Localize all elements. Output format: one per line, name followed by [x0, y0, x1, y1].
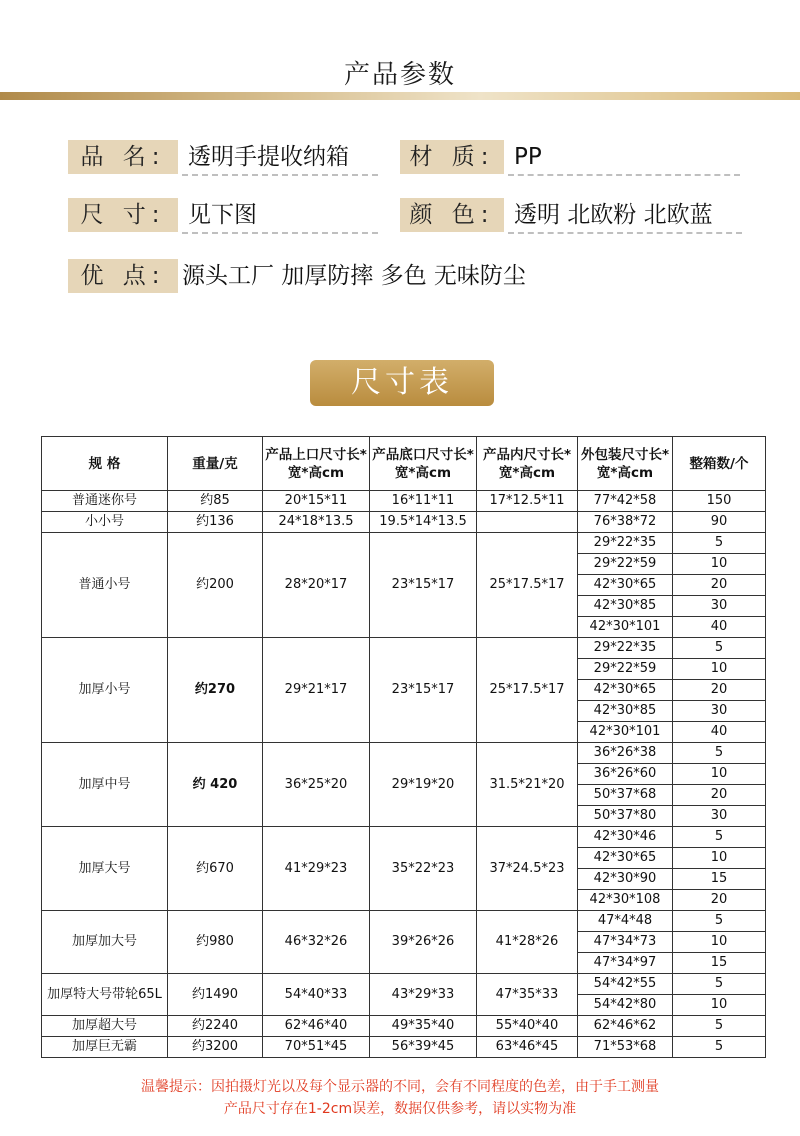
pack-size-cell: 29*22*35: [578, 638, 673, 659]
table-row: [42, 1037, 766, 1058]
count-cell: 20: [673, 785, 766, 806]
bottom-size-cell: 23*15*17: [370, 638, 477, 743]
header-spec: 规 格: [42, 437, 168, 491]
spec-name-cell: 加厚中号: [42, 743, 168, 827]
pack-size-cell: 47*34*73: [578, 932, 673, 953]
weight-cell: 约270: [168, 638, 263, 743]
count-cell: 5: [673, 827, 766, 848]
table-row: [42, 743, 766, 764]
size-table: [41, 436, 766, 1058]
pack-size-cell: 42*30*85: [578, 596, 673, 617]
spec-name-value: 透明手提收纳箱: [182, 140, 378, 176]
pack-size-cell: 29*22*59: [578, 554, 673, 575]
pack-size-cell: 36*26*38: [578, 743, 673, 764]
pack-size-cell: 42*30*65: [578, 848, 673, 869]
weight-cell: 约85: [168, 491, 263, 512]
bottom-size-cell: 19.5*14*13.5: [370, 512, 477, 533]
weight-cell: 约3200: [168, 1037, 263, 1058]
spec-material-row: [400, 140, 740, 174]
pack-size-cell: 71*53*68: [578, 1037, 673, 1058]
top-size-cell: 62*46*40: [263, 1016, 370, 1037]
top-size-cell: 70*51*45: [263, 1037, 370, 1058]
pack-size-cell: 42*30*90: [578, 869, 673, 890]
pack-size-cell: 47*34*97: [578, 953, 673, 974]
top-size-cell: 29*21*17: [263, 638, 370, 743]
pack-size-cell: 62*46*62: [578, 1016, 673, 1037]
notice-line-2: 产品尺寸存在1-2cm误差，数据仅供参考，请以实物为准: [223, 1101, 577, 1117]
count-cell: 15: [673, 953, 766, 974]
weight-cell: 约200: [168, 533, 263, 638]
pack-size-cell: 76*38*72: [578, 512, 673, 533]
inner-size-cell: 25*17.5*17: [477, 533, 578, 638]
bottom-size-cell: 56*39*45: [370, 1037, 477, 1058]
pack-size-cell: 54*42*55: [578, 974, 673, 995]
count-cell: 10: [673, 764, 766, 785]
spec-name-label: 品 名:: [68, 140, 178, 174]
top-size-cell: 28*20*17: [263, 533, 370, 638]
bottom-size-cell: 35*22*23: [370, 827, 477, 911]
pack-size-cell: 54*42*80: [578, 995, 673, 1016]
table-row: [42, 638, 766, 659]
count-cell: 10: [673, 659, 766, 680]
bottom-size-cell: 29*19*20: [370, 743, 477, 827]
count-cell: 10: [673, 932, 766, 953]
spec-name-cell: 加厚巨无霸: [42, 1037, 168, 1058]
spec-name-cell: 小小号: [42, 512, 168, 533]
count-cell: 15: [673, 869, 766, 890]
spec-size-value: 见下图: [182, 198, 378, 234]
table-row: [42, 533, 766, 554]
inner-size-cell: 31.5*21*20: [477, 743, 578, 827]
pack-size-cell: 42*30*101: [578, 617, 673, 638]
count-cell: 10: [673, 995, 766, 1016]
count-cell: 5: [673, 911, 766, 932]
header-count: 整箱数/个: [673, 437, 766, 491]
pack-size-cell: 42*30*101: [578, 722, 673, 743]
table-row: [42, 512, 766, 533]
table-row: [42, 827, 766, 848]
page-title: 产品参数: [343, 60, 456, 90]
spec-name-cell: 加厚小号: [42, 638, 168, 743]
count-cell: 5: [673, 974, 766, 995]
bottom-size-cell: 39*26*26: [370, 911, 477, 974]
count-cell: 5: [673, 533, 766, 554]
count-cell: 5: [673, 1037, 766, 1058]
count-cell: 20: [673, 575, 766, 596]
pack-size-cell: 42*30*65: [578, 680, 673, 701]
spec-name-cell: 普通迷你号: [42, 491, 168, 512]
table-header-row: [42, 437, 766, 491]
spec-name-cell: 普通小号: [42, 533, 168, 638]
table-row: [42, 974, 766, 995]
spec-size-row: [68, 198, 398, 232]
count-cell: 20: [673, 890, 766, 911]
spec-color-value: 透明 北欧粉 北欧蓝: [508, 198, 742, 234]
header-pack-size: 外包装尺寸长*宽*高cm: [578, 437, 673, 491]
inner-size-cell: 25*17.5*17: [477, 638, 578, 743]
pack-size-cell: 50*37*68: [578, 785, 673, 806]
pack-size-cell: 47*4*48: [578, 911, 673, 932]
spec-name-row: [68, 140, 398, 174]
header-inner-size: 产品内尺寸长*宽*高cm: [477, 437, 578, 491]
count-cell: 20: [673, 680, 766, 701]
pack-size-cell: 42*30*108: [578, 890, 673, 911]
count-cell: 10: [673, 848, 766, 869]
bottom-size-cell: 43*29*33: [370, 974, 477, 1016]
count-cell: 150: [673, 491, 766, 512]
count-cell: 5: [673, 743, 766, 764]
spec-advantage-row: [68, 259, 588, 293]
pack-size-cell: 50*37*80: [578, 806, 673, 827]
title-divider: [0, 92, 800, 100]
weight-cell: 约980: [168, 911, 263, 974]
inner-size-cell: 17*12.5*11: [477, 491, 578, 512]
header-bottom-size: 产品底口尺寸长*宽*高cm: [370, 437, 477, 491]
count-cell: 30: [673, 596, 766, 617]
top-size-cell: 41*29*23: [263, 827, 370, 911]
inner-size-cell: [477, 512, 578, 533]
count-cell: 5: [673, 1016, 766, 1037]
count-cell: 40: [673, 722, 766, 743]
pack-size-cell: 77*42*58: [578, 491, 673, 512]
count-cell: 10: [673, 554, 766, 575]
spec-color-row: [400, 198, 742, 232]
inner-size-cell: 37*24.5*23: [477, 827, 578, 911]
inner-size-cell: 41*28*26: [477, 911, 578, 974]
header-top-size: 产品上口尺寸长*宽*高cm: [263, 437, 370, 491]
top-size-cell: 20*15*11: [263, 491, 370, 512]
pack-size-cell: 42*30*85: [578, 701, 673, 722]
spec-name-cell: 加厚超大号: [42, 1016, 168, 1037]
spec-name-cell: 加厚加大号: [42, 911, 168, 974]
spec-name-cell: 加厚特大号带轮65L: [42, 974, 168, 1016]
table-row: [42, 1016, 766, 1037]
spec-advantage-label: 优 点:: [68, 259, 178, 293]
spec-material-label: 材 质:: [400, 140, 504, 174]
spec-size-label: 尺 寸:: [68, 198, 178, 232]
spec-name-cell: 加厚大号: [42, 827, 168, 911]
weight-cell: 约1490: [168, 974, 263, 1016]
notice-line-1: 温馨提示：因拍摄灯光以及每个显示器的不同，会有不同程度的色差，由于手工测量: [141, 1079, 659, 1095]
pack-size-cell: 36*26*60: [578, 764, 673, 785]
header-weight: 重量/克: [168, 437, 263, 491]
top-size-cell: 24*18*13.5: [263, 512, 370, 533]
spec-color-label: 颜 色:: [400, 198, 504, 232]
top-size-cell: 36*25*20: [263, 743, 370, 827]
spec-material-value: PP: [508, 140, 740, 176]
weight-cell: 约2240: [168, 1016, 263, 1037]
bottom-size-cell: 49*35*40: [370, 1016, 477, 1037]
pack-size-cell: 42*30*46: [578, 827, 673, 848]
bottom-size-cell: 16*11*11: [370, 491, 477, 512]
spec-advantage-value: 源头工厂 加厚防摔 多色 无味防尘: [182, 263, 526, 289]
count-cell: 90: [673, 512, 766, 533]
count-cell: 30: [673, 806, 766, 827]
top-size-cell: 46*32*26: [263, 911, 370, 974]
count-cell: 30: [673, 701, 766, 722]
inner-size-cell: 63*46*45: [477, 1037, 578, 1058]
count-cell: 40: [673, 617, 766, 638]
size-chart-title: 尺寸表: [310, 360, 494, 406]
count-cell: 5: [673, 638, 766, 659]
pack-size-cell: 29*22*35: [578, 533, 673, 554]
top-size-cell: 54*40*33: [263, 974, 370, 1016]
table-row: [42, 911, 766, 932]
pack-size-cell: 29*22*59: [578, 659, 673, 680]
table-row: [42, 491, 766, 512]
weight-cell: 约670: [168, 827, 263, 911]
inner-size-cell: 47*35*33: [477, 974, 578, 1016]
inner-size-cell: 55*40*40: [477, 1016, 578, 1037]
pack-size-cell: 42*30*65: [578, 575, 673, 596]
weight-cell: 约136: [168, 512, 263, 533]
weight-cell: 约 420: [168, 743, 263, 827]
bottom-size-cell: 23*15*17: [370, 533, 477, 638]
